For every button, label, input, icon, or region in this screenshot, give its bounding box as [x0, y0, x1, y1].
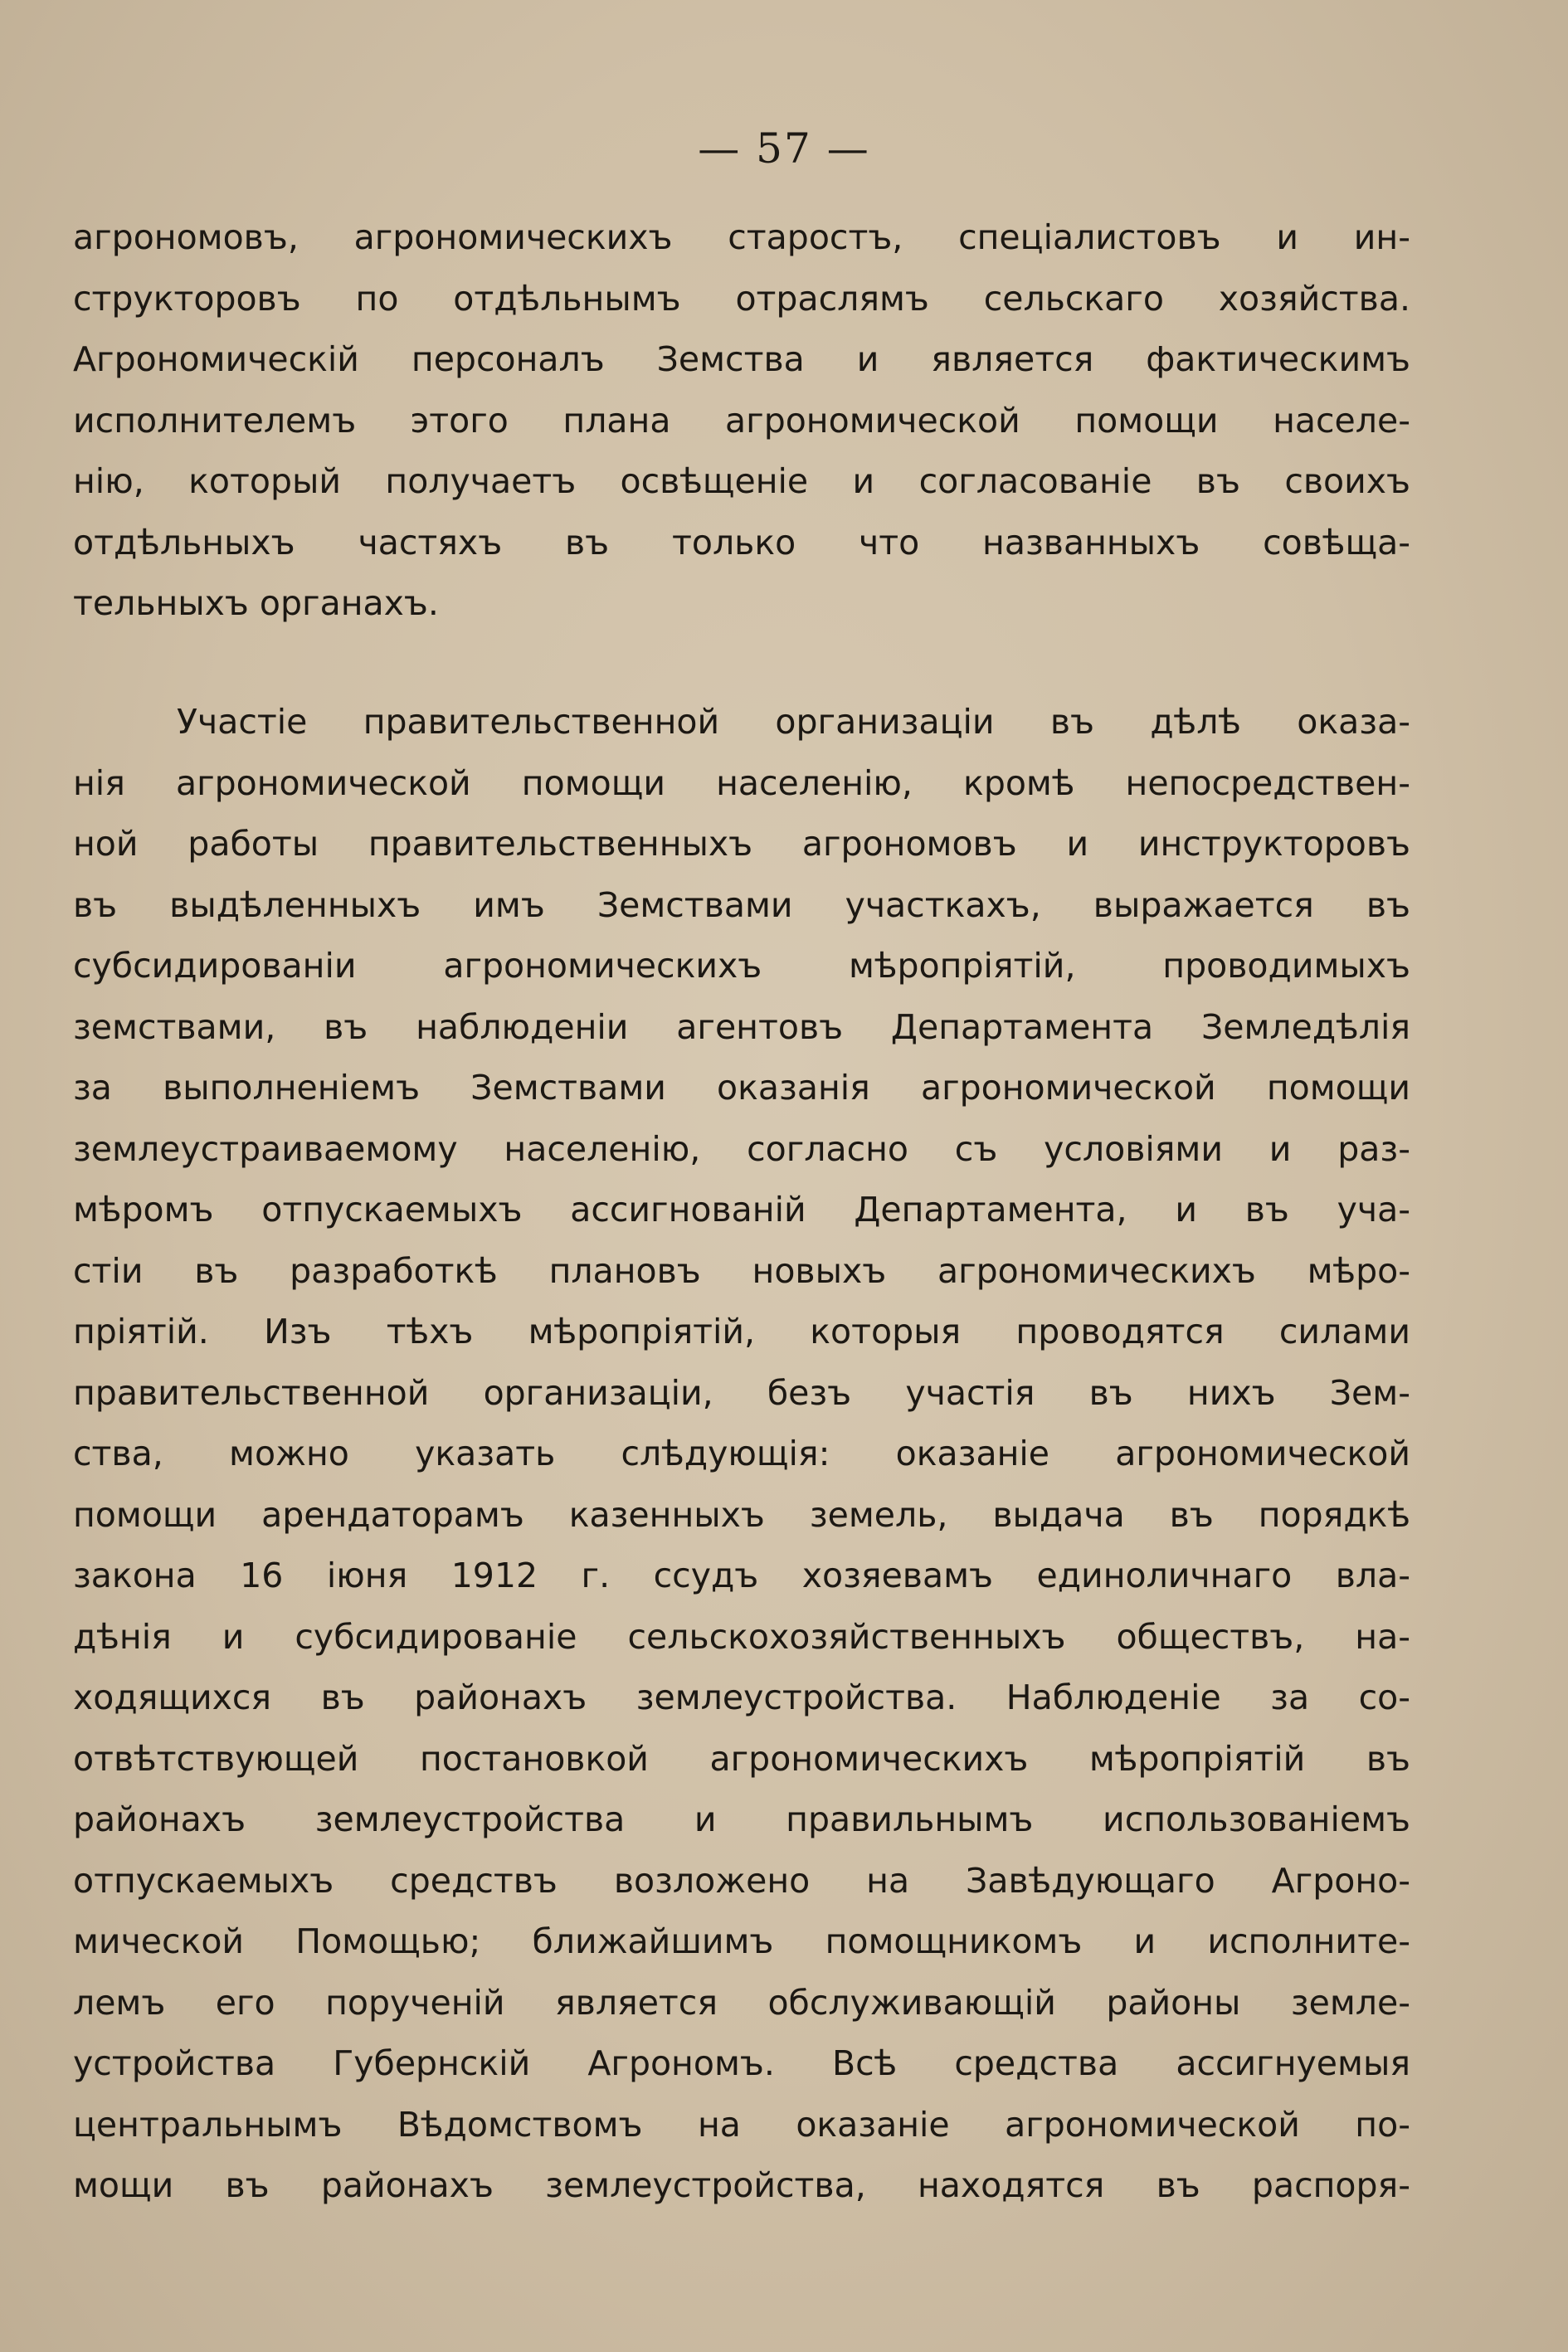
text-line: нія агрономической помощи населенію, кромѣ непосредствен- — [73, 762, 1410, 803]
text-line: ства, можно указать слѣдующія: оказаніе агрономической — [73, 1434, 1410, 1473]
text-line: въ выдѣленныхъ имъ Земствами участкахъ, выражается въ — [73, 884, 1410, 925]
text-line: отдѣльныхъ частяхъ въ только что названныхъ совѣща- — [73, 522, 1410, 562]
text-line: ходящихся въ районахъ землеустройства. Наблюденіе за со- — [73, 1678, 1410, 1717]
text-line: помощи арендаторамъ казенныхъ земель, выдача въ порядкѣ — [73, 1494, 1410, 1535]
text-line: устройства Губернскій Агрономъ. Всѣ средства ассигнуемыя — [73, 2043, 1410, 2083]
text-line: Участіе правительственной организаціи въ дѣлѣ оказа- — [177, 702, 1410, 742]
text-line: агрономовъ, агрономическихъ старостъ, спеціалистовъ и ин- — [73, 217, 1410, 257]
text-line: районахъ землеустройства и правильнымъ использованіемъ — [73, 1799, 1410, 1839]
text-line: отпускаемыхъ средствъ возложено на Завѣдующаго Агроно- — [73, 1860, 1410, 1901]
paragraph-2 — [73, 692, 1410, 2217]
text-line: за выполненіемъ Земствами оказанія агрономической помощи — [73, 1068, 1410, 1108]
text-line: центральнымъ Вѣдомствомъ на оказаніе агрономической по- — [73, 2104, 1410, 2145]
text-line: Агрономическій персоналъ Земства и является фактическимъ — [73, 339, 1410, 379]
text-line: закона 16 іюня 1912 г. ссудъ хозяевамъ единоличнаго вла- — [73, 1556, 1410, 1595]
text-line: землеустраиваемому населенію, согласно съ условіями и раз- — [73, 1128, 1410, 1169]
text-line: дѣнія и субсидированіе сельскохозяйственныхъ обществъ, на- — [73, 1616, 1410, 1657]
text-line: ной работы правительственныхъ агрономовъ и инструкторовъ — [73, 824, 1410, 864]
text-line: пріятій. Изъ тѣхъ мѣропріятій, которыя проводятся силами — [73, 1312, 1410, 1351]
paragraph-1 — [73, 207, 1410, 635]
text-line: правительственной организаціи, безъ участія въ нихъ Зем- — [73, 1372, 1410, 1413]
text-line: мощи въ районахъ землеустройства, находятся въ распоря- — [73, 2165, 1410, 2205]
text-line: субсидированіи агрономическихъ мѣропріятій, проводимыхъ — [73, 946, 1410, 986]
text-line: мической Помощью; ближайшимъ помощникомъ и исполните- — [73, 1921, 1410, 1961]
text-line: земствами, въ наблюденіи агентовъ Департамента Земледѣлія — [73, 1006, 1410, 1047]
text-line: мѣромъ отпускаемыхъ ассигнованій Департамента, и въ уча- — [73, 1190, 1410, 1230]
text-line: структоровъ по отдѣльнымъ отраслямъ сельскаго хозяйства. — [73, 278, 1410, 319]
text-line: лемъ его порученій является обслуживающій районы земле- — [73, 1982, 1410, 2023]
text-line: отвѣтствующей постановкой агрономическихъ мѣропріятій въ — [73, 1738, 1410, 1779]
text-line: тельныхъ органахъ. — [73, 583, 439, 623]
page-number: — 57 — — [698, 124, 870, 173]
text-line: нію, который получаетъ освѣщеніе и согласованіе въ своихъ — [73, 461, 1410, 501]
text-line: стіи въ разработкѣ плановъ новыхъ агрономическихъ мѣро- — [73, 1250, 1410, 1291]
text-line: исполнителемъ этого плана агрономической помощи населе- — [73, 400, 1410, 441]
